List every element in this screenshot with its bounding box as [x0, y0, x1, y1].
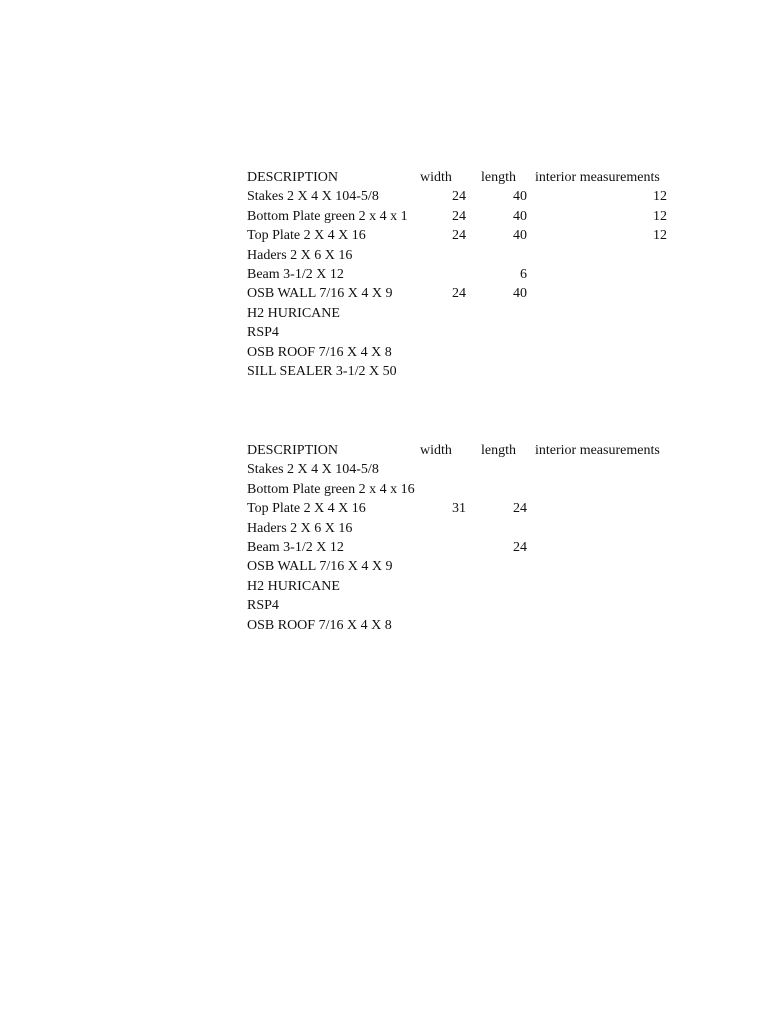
width-cell: 24 [452, 286, 466, 302]
width-cell [420, 480, 466, 499]
length-cell [466, 577, 527, 596]
interior-cell [527, 616, 667, 635]
width-cell [420, 265, 466, 284]
width-cell: 24 [452, 208, 466, 224]
interior-cell: 12 [653, 189, 667, 205]
table-row [247, 246, 667, 265]
table-row [247, 323, 667, 342]
interior-cell [527, 480, 667, 499]
description-header: DESCRIPTION [247, 443, 339, 458]
width-cell [420, 596, 466, 615]
interior-cell: 12 [653, 228, 667, 244]
interior-cell [527, 246, 667, 265]
header-row [247, 168, 667, 187]
table-row [247, 596, 667, 615]
description-cell: H2 HURICANE [247, 305, 340, 321]
length-cell: 6 [520, 267, 527, 283]
length-cell [466, 323, 527, 342]
interior-cell [527, 538, 667, 557]
width-cell [420, 557, 466, 576]
width-cell [420, 323, 466, 342]
width-cell [420, 362, 466, 381]
table-row [247, 557, 667, 576]
table-row [247, 207, 667, 226]
interior-cell [527, 519, 667, 538]
length-cell [466, 519, 527, 538]
description-cell: Stakes 2 X 4 X 104-5/8 [247, 462, 379, 478]
materials-table-1 [247, 168, 667, 381]
width-cell [420, 577, 466, 596]
table-row [247, 616, 667, 635]
width-cell [420, 246, 466, 265]
width-cell [420, 343, 466, 362]
table-row [247, 226, 667, 245]
length-cell [466, 557, 527, 576]
description-cell: Beam 3-1/2 X 12 [247, 267, 344, 283]
length-cell: 40 [513, 286, 527, 302]
length-cell [466, 362, 527, 381]
table-row [247, 460, 667, 479]
interior-cell [527, 284, 667, 303]
table-row [247, 343, 667, 362]
description-cell: Top Plate 2 X 4 X 16 [247, 501, 366, 517]
length-cell: 24 [513, 501, 527, 517]
table-row [247, 480, 667, 499]
interior-header: interior measurements [535, 443, 660, 458]
width-cell [420, 304, 466, 323]
description-cell: Haders 2 X 6 X 16 [247, 247, 353, 263]
width-header: width [420, 170, 452, 185]
description-cell: RSP4 [247, 325, 279, 341]
description-cell: Haders 2 X 6 X 16 [247, 520, 353, 536]
table-row [247, 538, 667, 557]
interior-cell: 12 [653, 208, 667, 224]
description-cell: Bottom Plate green 2 x 4 x 16 [247, 481, 415, 497]
length-cell: 40 [513, 189, 527, 205]
description-cell: Beam 3-1/2 X 12 [247, 540, 344, 556]
description-cell: Stakes 2 X 4 X 104-5/8 [247, 189, 379, 205]
width-cell: 24 [452, 189, 466, 205]
length-cell: 40 [513, 208, 527, 224]
width-cell: 31 [452, 501, 466, 517]
width-cell [420, 460, 466, 479]
interior-cell [527, 499, 667, 518]
length-cell [466, 596, 527, 615]
table-row [247, 499, 667, 518]
length-cell [466, 343, 527, 362]
table-row [247, 284, 667, 303]
length-header: length [481, 443, 516, 458]
length-cell: 24 [513, 540, 527, 556]
description-cell: OSB WALL 7/16 X 4 X 9 [247, 559, 393, 575]
table-row [247, 362, 667, 381]
length-cell [466, 480, 527, 499]
table-row [247, 265, 667, 284]
table-row [247, 187, 667, 206]
length-cell [466, 246, 527, 265]
description-cell: OSB ROOF 7/16 X 4 X 8 [247, 617, 392, 633]
interior-cell [527, 577, 667, 596]
length-cell: 40 [513, 228, 527, 244]
width-cell: 24 [452, 228, 466, 244]
interior-cell [527, 362, 667, 381]
header-row [247, 441, 667, 460]
table-row [247, 304, 667, 323]
interior-cell [527, 343, 667, 362]
description-cell: OSB ROOF 7/16 X 4 X 8 [247, 344, 392, 360]
interior-cell [527, 596, 667, 615]
length-cell [466, 616, 527, 635]
description-cell: Bottom Plate green 2 x 4 x 1 [247, 208, 408, 224]
materials-table-2 [247, 441, 667, 635]
description-header: DESCRIPTION [247, 170, 339, 185]
interior-cell [527, 323, 667, 342]
length-cell [466, 460, 527, 479]
description-cell: H2 HURICANE [247, 578, 340, 594]
length-cell [466, 304, 527, 323]
width-cell [420, 519, 466, 538]
width-header: width [420, 443, 452, 458]
description-cell: RSP4 [247, 598, 279, 614]
width-cell [420, 616, 466, 635]
description-cell: OSB WALL 7/16 X 4 X 9 [247, 286, 393, 302]
interior-cell [527, 460, 667, 479]
interior-cell [527, 265, 667, 284]
table-row [247, 577, 667, 596]
width-cell [420, 538, 466, 557]
description-cell: SILL SEALER 3-1/2 X 50 [247, 364, 397, 380]
table-row [247, 519, 667, 538]
interior-header: interior measurements [535, 170, 660, 185]
length-header: length [481, 170, 516, 185]
interior-cell [527, 304, 667, 323]
interior-cell [527, 557, 667, 576]
description-cell: Top Plate 2 X 4 X 16 [247, 228, 366, 244]
